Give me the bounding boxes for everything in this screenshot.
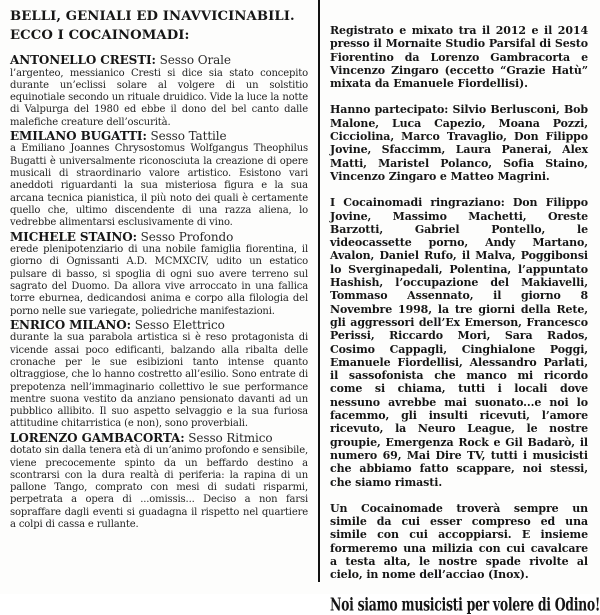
member-role: Sesso Orale <box>159 53 231 67</box>
member-role: Sesso Tattile <box>150 128 227 143</box>
member-entry-cresti <box>10 53 308 129</box>
right-column <box>330 24 600 615</box>
credits-manifesto-paragraph: Un Cocainomade troverà sempre un simile da cui esser compreso ed una simile con cui accoppiarsi. E insieme formeremo una milizia con cui cavalcare a testa alta, le nostre spade rivolte al cielo, in nome dell’acciao (Inox). <box>330 501 588 582</box>
title-line-1: BELLI, GENIALI ED INAVVICINABILI. <box>10 9 295 24</box>
member-heading <box>10 431 308 446</box>
member-role: Sesso Profondo <box>140 229 234 244</box>
member-entry-gambacorta <box>10 431 308 532</box>
page-title <box>10 8 308 45</box>
credits-thanks-paragraph: I Cocainomadi ringraziano: Don Filippo Jovine, Massimo Machetti, Oreste Barzotti, Gabriel Pontello, le videocassette porno, Andy Martano, Avalon, Daniel Rufo, il Malva, Poggibonsi lo Sverginapedali, Polentina, l’appuntato Hashish, l’occupazione del Makiavelli, Tommaso Assennato, il giorno 8 Novembre 1998, la tre giorni della Rete, gli aggressori dell’Ex Emerson, Francesco Perissi, Riccardo Mori, Sara Rados, Cosimo Cappagli, Cinghialone Poggi, Emanuele Fiordellisi, Alessandro Parlati, il sassofonista che manco mi ricordo come si chiama, tutti i locali dove nessuno avrebbe mai suonato...e noi lo facemmo, gli insulti ricevuti, l’amore ricevuto, la Neuro League, le nostre groupie, Emergenza Rock e Gil Badarò, il numero 69, Mai Dire TV, tutti i musicisti che abbiamo fatto scappare, noi stessi, che siamo rimasti. <box>330 196 588 489</box>
member-heading <box>10 318 308 333</box>
member-heading <box>10 230 308 245</box>
member-bio: erede plenipotenziario di una nobile famiglia fiorentina, il giorno di Ognissanti A.D. MCMXCIV, udito un estatico pulsare di basso, si spoglia di ogni suo avere terreno sul sagrato del Duomo. Da allora vive arroccato in una fallica torre eburnea, dedicandosi anima e corpo alla filologia del porno nelle sue variegate, poliedriche manifestazioni. <box>10 244 308 317</box>
member-bio: durante la sua parabola artistica si è reso protagonista di vicende assai poco edificanti, balzando alla ribalta delle cronache per le sue esibizioni tanto intense quanto oltraggiose, che lo hanno costretto all’esilio. Sono entrate di prepotenza nell’immaginario collettivo le sue performance mentre suona vestito da anziano pensionato davanti ad un pubblico allibito. Il suo aspetto selvaggio e la sua furiosa attitudine chitarristica (e non), sono proverbiali. <box>10 332 308 430</box>
member-name: MICHELE STAINO: <box>10 229 137 244</box>
member-entry-milano <box>10 318 308 431</box>
member-entry-staino <box>10 230 308 318</box>
member-name: LORENZO GAMBACORTA: <box>10 430 185 445</box>
title-line-2: ECCO I COCAINOMADI: <box>10 27 190 43</box>
column-divider-rule <box>318 0 320 582</box>
member-role: Sesso Elettrico <box>134 317 225 332</box>
member-entry-bugatti <box>10 129 308 230</box>
motto-blackletter: Noi siamo musicisti per volere di Odino! <box>330 593 600 615</box>
member-name: ANTONELLO CRESTI: <box>10 53 156 67</box>
member-bio: a Emiliano Joannes Chrysostomus Wolfgangus Theophilus Bugatti è universalmente riconosciuta la creazione di opere musicali di straordinario valore artistico. Esistono vari aneddoti riguardanti la sua misteriosa figura e la sua arcana tecnica pianistica, il più noto dei quali è certamente quello che, ultimo discendente di una razza aliena, lo vedrebbe alimentarsi esclusivamente di vino. <box>10 143 308 229</box>
member-heading <box>10 53 308 68</box>
member-name: EMILANO BUGATTI: <box>10 128 147 143</box>
member-bio: dotato sin dalla tenera età di un’animo profondo e sensibile, viene precocemente spinto da un beffardo destino a scontrarsi con la dura realtà di periferia: la rapina di un pallone Tango, comprato con mesi di sudati risparmi, perpetrata a opera di ...omissis... Deciso a non farsi sopraffare dagli eventi si guadagna il rispetto nel quartiere a colpi di cassa e rullante. <box>10 445 308 530</box>
member-role: Sesso Ritmico <box>188 430 273 445</box>
credits-participants-paragraph: Hanno partecipato: Silvio Berlusconi, Bob Malone, Luca Capezio, Moana Pozzi, Cicciolina, Marco Travaglio, Don Filippo Jovine, Sfaccimm, Laura Panerai, Alex Matti, Maristel Polanco, Sofia Staino, Vincenzo Zingaro e Matteo Magrini. <box>330 103 588 183</box>
left-column <box>10 8 308 531</box>
credits-recording-paragraph: Registrato e mixato tra il 2012 e il 2014 presso il Mornaite Studio Parsifal di Sesto Fiorentino da Lorenzo Gambracorta e Vincenzo Zingaro (eccetto “Grazie Hatù” mixata da Emanuele Fiordellisi). <box>330 24 588 91</box>
member-name: ENRICO MILANO: <box>10 317 131 332</box>
member-bio: l’argenteo, messianico Cresti si dice sia stato concepito durante un’eclissi solare al volgere di un solstitio equinotiale secondo un rituale druidico. Vide la luce la notte di Valpurga del 1980 ed ebbe il dono del bel canto dalle malefiche creature dell’oscurità. <box>10 67 308 128</box>
member-heading <box>10 129 308 144</box>
